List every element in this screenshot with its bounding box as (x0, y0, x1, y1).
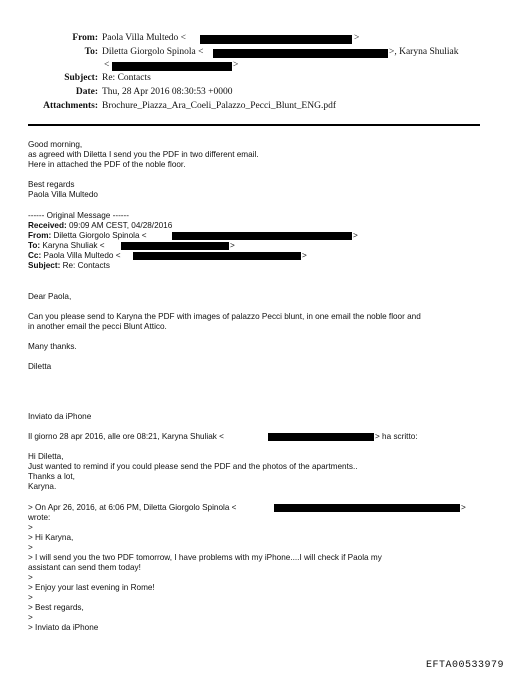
quoted-line: assistant can send them today! (28, 563, 141, 572)
original-divider: ------ Original Message ------ (28, 211, 129, 220)
reply-closing: Best regards (28, 180, 75, 189)
redaction-bar (200, 35, 352, 44)
redaction-bar (268, 433, 374, 441)
original-from-label: From: (28, 231, 52, 240)
header-from-close: > (354, 33, 360, 43)
original-cc-close: > (302, 251, 307, 260)
quoted-intro-end: > (461, 503, 466, 512)
original-to-close: > (230, 241, 235, 250)
original-cc-value: Paola Villa Multedo < (43, 251, 121, 260)
original-to-label: To: (28, 241, 41, 250)
header-from-label: From: (72, 33, 98, 43)
quote-intro: Il giorno 28 apr 2016, alle ore 08:21, Karyna Shuliak < (28, 432, 224, 441)
quoted-body (28, 513, 382, 633)
header-subject-label: Subject: (64, 73, 98, 83)
karyna-line: Just wanted to remind if you could please send the PDF and the photos of the apartments.. (28, 462, 358, 471)
diletta-signature: Diletta (28, 362, 52, 371)
karyna-line: Thanks a lot, (28, 472, 75, 481)
original-cc-label: Cc: (28, 251, 42, 260)
reply-line: Good morning, (28, 140, 83, 149)
quoted-line: wrote: (28, 513, 51, 522)
reply-line: as agreed with Diletta I send you the PDF in two different email. (28, 150, 259, 159)
quote-intro-end: > ha scritto: (375, 432, 418, 441)
reply-body (28, 140, 259, 200)
karyna-message (28, 452, 358, 492)
karyna-line: Hi Diletta, (28, 452, 64, 461)
header-date-value: Thu, 28 Apr 2016 08:30:53 +0000 (102, 87, 233, 97)
bates-number: EFTA00533979 (425, 660, 504, 671)
original-received-row (28, 221, 172, 231)
sent-from-iphone: Inviato da iPhone (28, 412, 92, 421)
original-cc-row (28, 251, 120, 261)
header-subject-value: Re: Contacts (102, 73, 151, 83)
original-to-row (28, 241, 105, 251)
quoted-line: > Best regards, (28, 603, 84, 612)
redaction-bar (274, 504, 460, 512)
diletta-body-line: in another email the pecci Blunt Attico. (28, 322, 167, 331)
quoted-line: > (28, 573, 33, 582)
redaction-bar (133, 252, 301, 260)
original-subject-row (28, 261, 110, 271)
quoted-line: > (28, 593, 33, 602)
header-to-line2-close: > (233, 60, 239, 70)
redaction-bar (172, 232, 352, 240)
header-to-value: Diletta Giorgolo Spinola < (102, 47, 204, 57)
original-to-value: Karyna Shuliak < (42, 241, 105, 250)
quoted-line: > I will send you the two PDF tomorrow, I have problems with my iPhone....I will check if Paola my (28, 553, 382, 562)
original-from-close: > (353, 231, 358, 240)
diletta-thanks: Many thanks. (28, 342, 77, 351)
redaction-bar (213, 49, 388, 58)
header-to-label: To: (84, 47, 98, 57)
quoted-line: > (28, 523, 33, 532)
header-to-line2-open: < (104, 60, 110, 70)
original-subject-value: Re: Contacts (62, 261, 110, 270)
original-from-row (28, 231, 147, 241)
header-from-value: Paola Villa Multedo < (102, 33, 187, 43)
redaction-bar (121, 242, 229, 250)
diletta-body (28, 312, 421, 332)
reply-signature: Paola Villa Multedo (28, 190, 98, 199)
diletta-greeting: Dear Paola, (28, 292, 72, 301)
quoted-line: > Hi Karyna, (28, 533, 74, 542)
header-to-after: >, Karyna Shuliak (389, 47, 459, 57)
redaction-bar (112, 62, 232, 71)
karyna-line: Karyna. (28, 482, 57, 491)
original-received-label: Received: (28, 221, 67, 230)
original-subject-label: Subject: (28, 261, 61, 270)
quoted-intro: > On Apr 26, 2016, at 6:06 PM, Diletta Giorgolo Spinola < (28, 503, 237, 512)
quoted-line: > Inviato da iPhone (28, 623, 99, 632)
header-date-label: Date: (75, 87, 98, 97)
quoted-line: > Enjoy your last evening in Rome! (28, 583, 155, 592)
header-divider (28, 124, 480, 126)
header-attachments-label: Attachments: (43, 101, 98, 111)
diletta-body-line: Can you please send to Karyna the PDF with images of palazzo Pecci blunt, in one email the noble floor and (28, 312, 421, 321)
reply-line: Here in attached the PDF of the noble floor. (28, 160, 186, 169)
original-from-value: Diletta Giorgolo Spinola < (53, 231, 147, 240)
attachment-filename[interactable]: Brochure_Piazza_Ara_Coeli_Palazzo_Pecci_Blunt_ENG.pdf (102, 101, 336, 111)
original-received-value: 09:09 AM CEST, 04/28/2016 (68, 221, 173, 230)
quoted-line: > (28, 613, 33, 622)
quoted-line: > (28, 543, 33, 552)
